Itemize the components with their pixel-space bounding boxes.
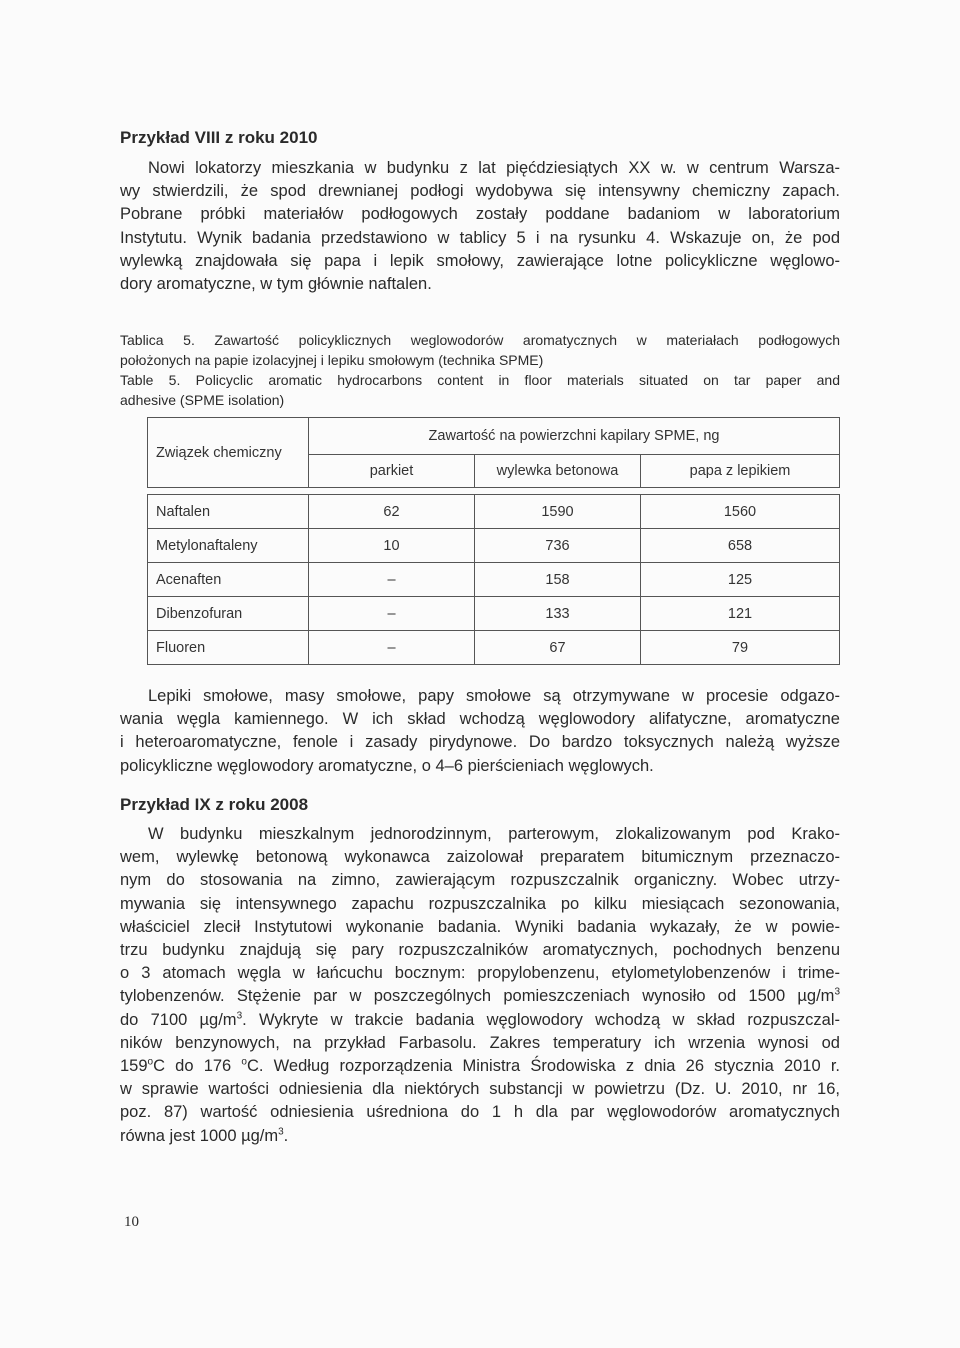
table-row <box>148 597 840 631</box>
text-line <box>120 985 840 1008</box>
text-line: wy stwierdzili, że spod drewnianej podłogi wydobywa się intensywny chemiczny zapach. <box>120 182 840 201</box>
text-line: Instytutu. Wynik badania przedstawiono w tablicy 5 i na rysunku 4. Wskazuje on, że pod <box>120 228 840 247</box>
page-number: 10 <box>124 1214 139 1230</box>
table-caption <box>120 330 840 410</box>
text-line: Pobrane próbki materiałów podłogowych zostały poddane badaniom w laboratorium <box>120 205 840 224</box>
text-fragment: . Wykryte w trakcie badania węglowodory wchodzą w skład rozpuszczal- <box>242 1010 841 1029</box>
text-line: właściciel zlecił Instytutowi wykonanie badania. Wyniki badania wykazały, że w powie- <box>120 917 840 936</box>
table-row <box>148 631 840 665</box>
cell-value: 658 <box>641 529 840 563</box>
header-parkiet: parkiet <box>309 455 475 488</box>
text-line: mywania się intensywnego zapachu rozpuszczalnika po kilku miesiącach sezonowania, <box>120 894 840 913</box>
table-header-row <box>148 418 840 455</box>
caption-line: Tablica 5. Zawartość policyklicznych weglowodorów aromatycznych w materiałach podłogowych <box>120 332 840 348</box>
caption-line: Table 5. Policyclic aromatic hydrocarbons content in floor materials situated on tar paper and <box>120 372 840 388</box>
header-compound: Związek chemiczny <box>148 418 309 488</box>
superscript: 3 <box>278 1126 284 1138</box>
section-heading-ix: Przykład IX z roku 2008 <box>120 795 309 814</box>
text-fragment: . <box>283 1126 289 1145</box>
cell-value: 1560 <box>641 495 840 529</box>
superscript: o <box>147 1056 154 1068</box>
superscript: 3 <box>236 1010 243 1022</box>
cell-value: 736 <box>475 529 641 563</box>
text-line: nym do stosowania na zimno, zawierającym rozpuszczalnik organiczny. Wobec utrzy- <box>120 871 840 890</box>
text-fragment: C do 176 <box>153 1057 242 1076</box>
text-line: i heteroaromatyczne, fenole i zasady pirydynowe. Do bardzo toksycznych należą wyższe <box>120 733 840 752</box>
cell-value: 67 <box>475 631 641 665</box>
text-line <box>120 1055 840 1078</box>
cell-name: Fluoren <box>148 631 309 665</box>
cell-value: 79 <box>641 631 840 665</box>
cell-value: 121 <box>641 597 840 631</box>
cell-value: 133 <box>475 597 641 631</box>
cell-value: – <box>309 597 475 631</box>
text-line: w sprawie wartości odniesienia dla niektórych substancji w powietrzu (Dz. U. 2010, nr 16, <box>120 1080 840 1099</box>
text-line: dory aromatyczne, w tym głównie naftalen. <box>120 275 432 294</box>
text-line: ników benzynowych, na przykład Farbasolu. Zakres temperatury ich wrzenia wynosi od <box>120 1033 840 1052</box>
text-line: W budynku mieszkalnym jednorodzinnym, parterowym, zlokalizowanym pod Krako- <box>148 825 840 843</box>
table-row <box>148 563 840 597</box>
cell-value: 1590 <box>475 495 641 529</box>
text-fragment: 159 <box>120 1057 148 1076</box>
superscript: 3 <box>834 986 840 998</box>
cell-name: Dibenzofuran <box>148 597 309 631</box>
caption-line: położonych na papie izolacyjnej i lepiku smołowym (technika SPME) <box>120 352 544 368</box>
text-fragment: równa jest 1000 µg/m <box>120 1126 279 1145</box>
cell-name: Acenaften <box>148 563 309 597</box>
text-fragment: tylobenzenów. Stężenie par w poszczególnych pomieszczeniach wynosiło od 1500 µg/m <box>120 987 835 1006</box>
section-heading-viii: Przykład VIII z roku 2010 <box>120 128 318 147</box>
cell-value: 125 <box>641 563 840 597</box>
text-line: poz. 87) wartość odniesienia uśredniona do 1 h dla par węglowodorów aromatycznych <box>120 1103 840 1122</box>
superscript: o <box>241 1056 247 1068</box>
text-line: wylewką znajdowała się papa i lepik smołowy, zawierające lotne policykliczne węglowo- <box>120 251 840 270</box>
text-line: Nowi lokatorzy mieszkania w budynku z lat pięćdziesiątych XX w. w centrum Warsza- <box>148 159 840 177</box>
table-row <box>148 529 840 563</box>
header-papa: papa z lepikiem <box>641 455 840 488</box>
table-row <box>148 495 840 529</box>
text-fragment: C. Według rozporządzenia Ministra Środowiska z dnia 26 stycznia 2010 r. <box>246 1057 840 1076</box>
text-line <box>120 1009 840 1032</box>
cell-value: 62 <box>309 495 475 529</box>
text-line: wania węgla kamiennego. W ich skład wchodzą węglowodory alifatyczne, aromatyczne <box>120 710 840 729</box>
caption-line: adhesive (SPME isolation) <box>120 392 285 408</box>
header-wylewka: wylewka betonowa <box>475 455 641 488</box>
text-line: Lepiki smołowe, masy smołowe, papy smołowe są otrzymywane w procesie odgazo- <box>148 687 840 705</box>
cell-value: 158 <box>475 563 641 597</box>
cell-value: – <box>309 631 475 665</box>
text-line <box>120 1125 840 1148</box>
cell-value: 10 <box>309 529 475 563</box>
cell-value: – <box>309 563 475 597</box>
text-line: o 3 atomach węgla w łańcuchu bocznym: propylobenzenu, etylometylobenzenów i trime- <box>120 964 840 983</box>
paragraph-ix <box>120 823 840 1148</box>
text-line: trzu budynku znajdują się pary rozpuszczalników aromatycznych, pochodnych benzenu <box>120 941 840 960</box>
cell-name: Naftalen <box>148 495 309 529</box>
data-table <box>147 417 840 665</box>
text-line: wem, wylewkę betonową wykonawca zaizolował preparatem bitumicznym przeznaczo- <box>120 848 840 867</box>
paragraph-viii <box>120 157 840 296</box>
paragraph-tar <box>120 685 840 778</box>
cell-name: Metylonaftaleny <box>148 529 309 563</box>
text-line: policykliczne węglowodory aromatyczne, o 4–6 pierścieniach węglowych. <box>120 756 654 775</box>
header-group: Zawartość na powierzchni kapilary SPME, ng <box>309 418 840 455</box>
text-fragment: do 7100 µg/m <box>120 1010 237 1029</box>
